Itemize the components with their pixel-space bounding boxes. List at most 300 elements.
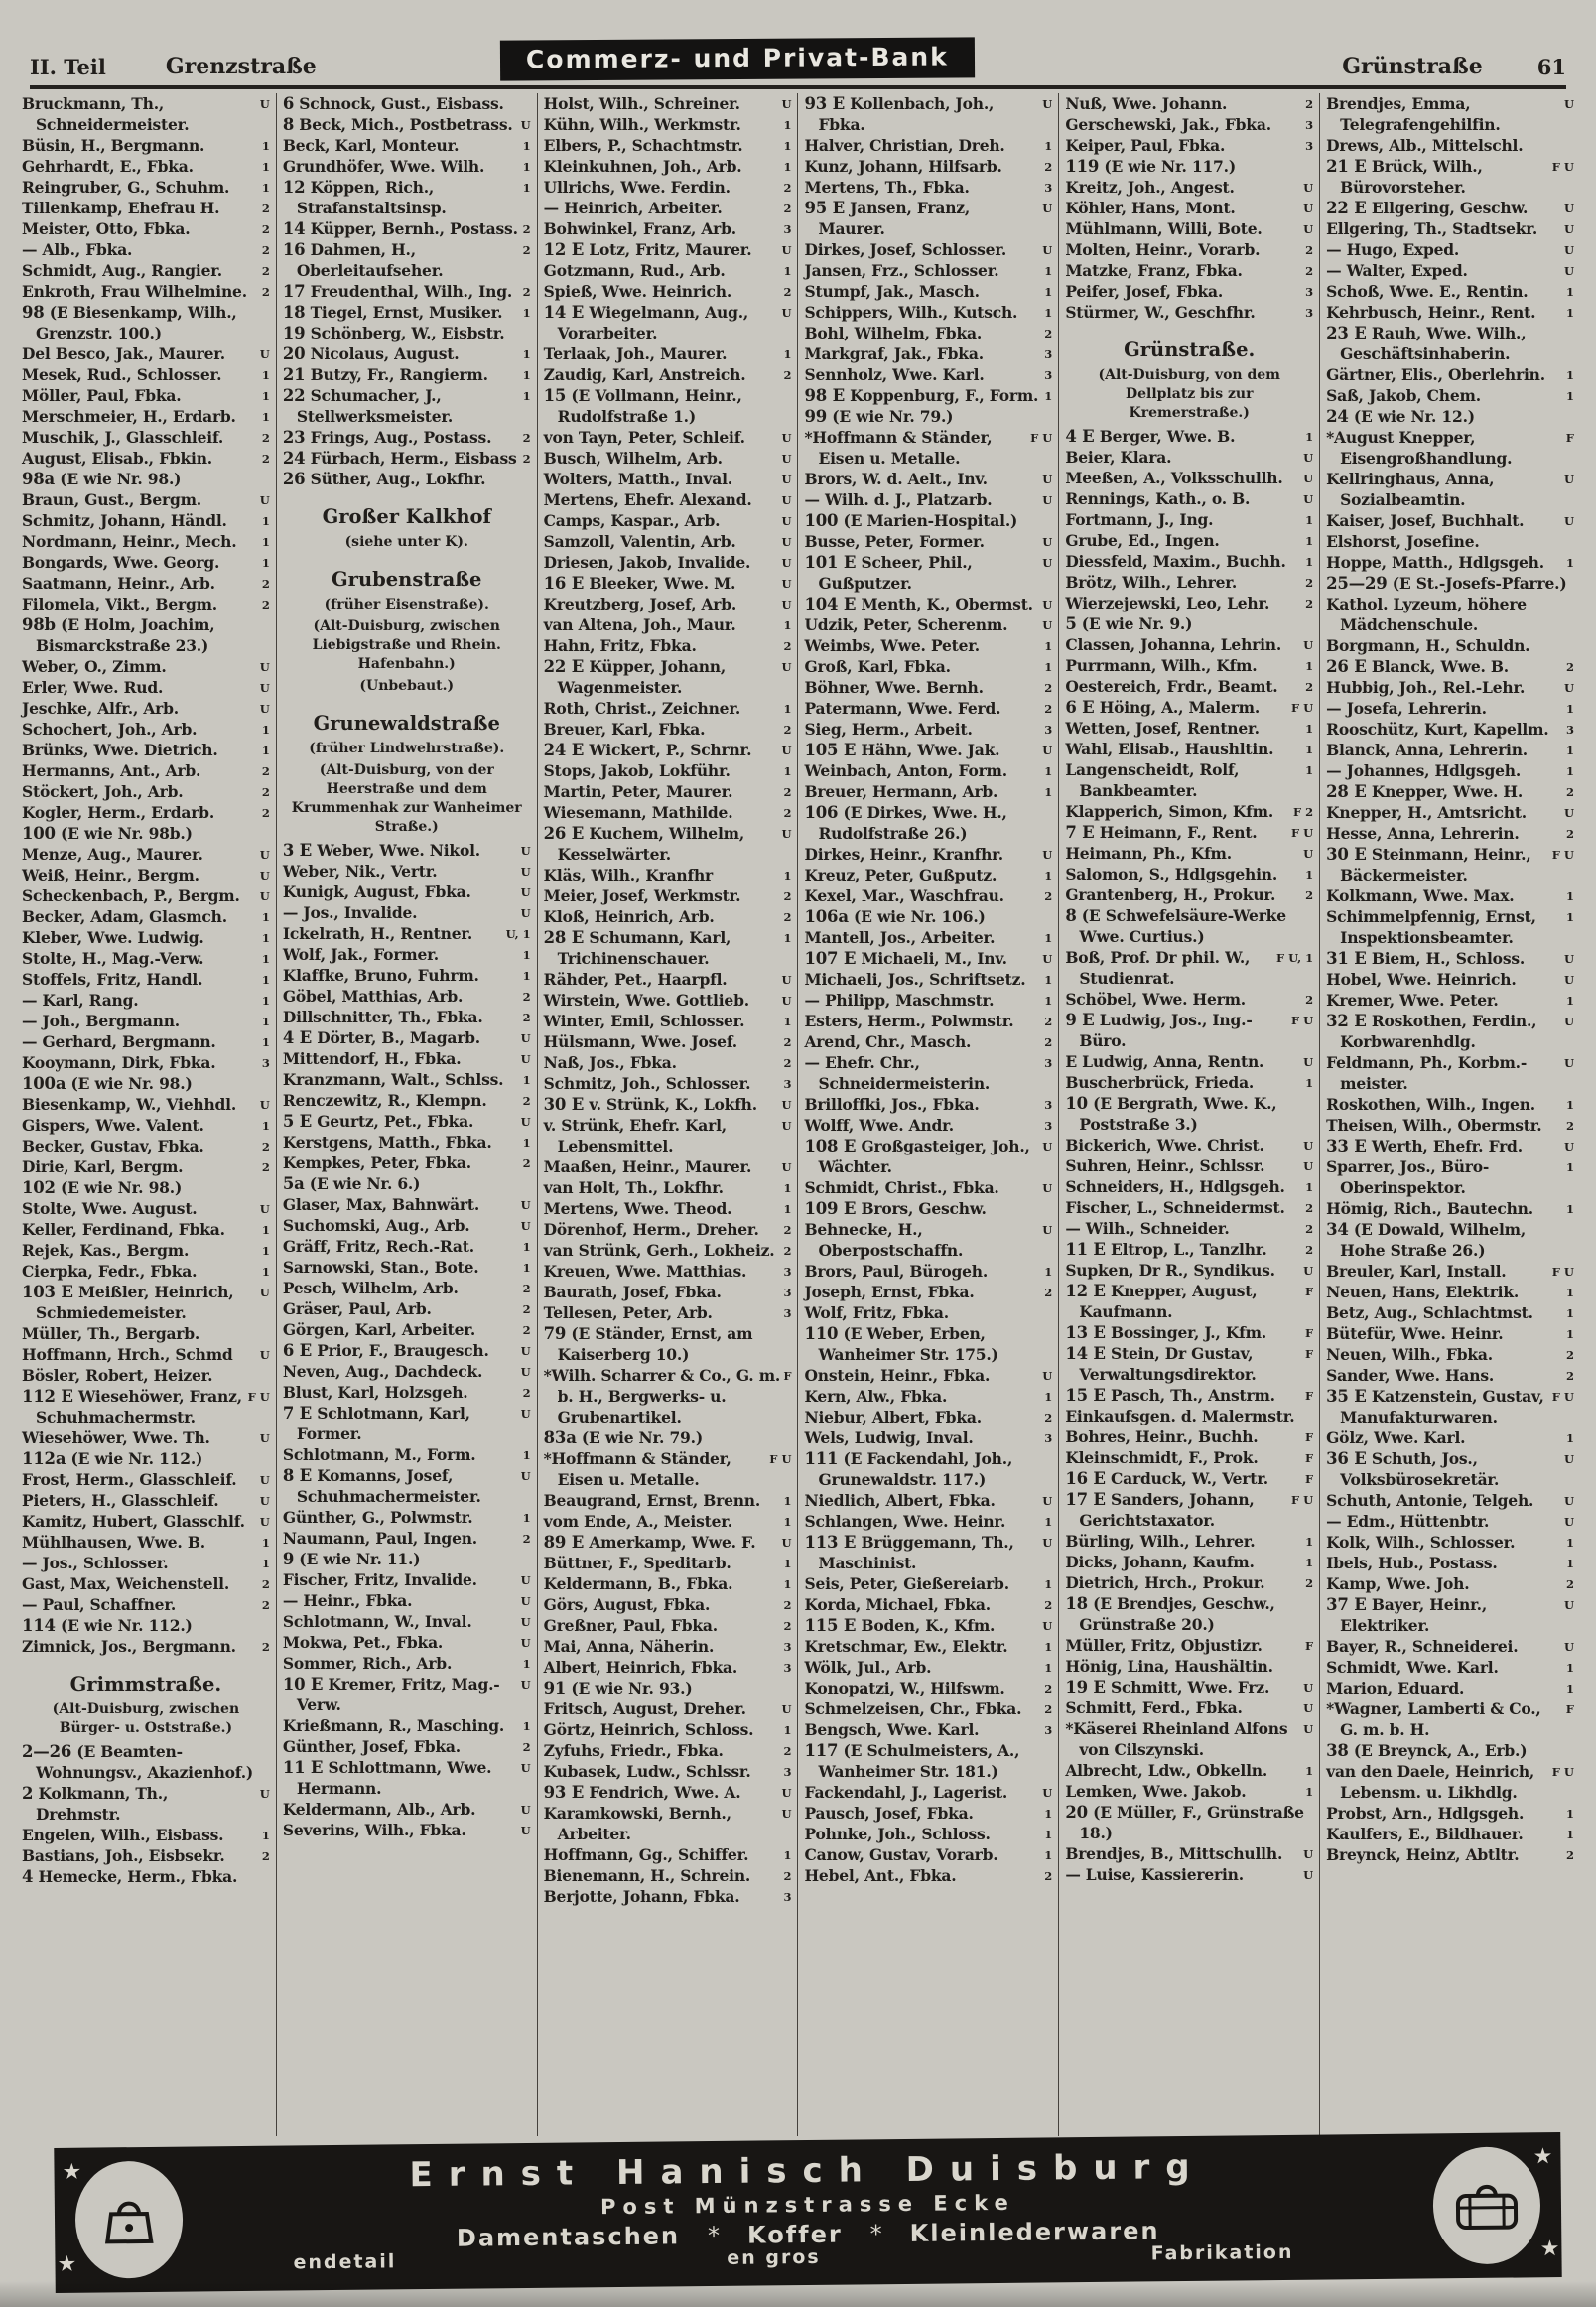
entry-text: Wiesemann, Mathilde. <box>543 803 733 822</box>
directory-entry <box>283 1173 531 1194</box>
directory-entry <box>1326 656 1574 677</box>
directory-entry <box>1065 572 1313 593</box>
floor-marker: 2 <box>522 1156 531 1170</box>
entry-text: Kaulfers, E., Bildhauer. <box>1326 1825 1524 1843</box>
directory-entry <box>1326 198 1574 218</box>
directory-entry <box>804 1261 1052 1282</box>
directory-column <box>277 93 538 2136</box>
entry-text: *Hoffmann & Ständer, Eisen u. Metalle. <box>804 428 993 468</box>
entry-text: Bohl, Wilhelm, Fbka. <box>804 324 983 342</box>
entry-text: Elbers, P., Schachtmstr. <box>543 136 743 155</box>
floor-marker: 3 <box>783 1661 792 1675</box>
directory-entry <box>544 1156 792 1177</box>
directory-entry <box>804 1407 1052 1427</box>
entry-text: Breuer, Hermann, Arb. <box>804 782 998 801</box>
floor-marker: 3 <box>1044 1723 1053 1737</box>
directory-entry <box>283 1090 531 1111</box>
entry-text: 32 E Roskothen, Ferdin., Korbwarenhdlg. <box>1326 1012 1537 1051</box>
directory-entry <box>804 1865 1052 1886</box>
floor-marker: 1 <box>1565 1286 1574 1299</box>
entry-text: Mertens, Th., Fbka. <box>804 178 970 197</box>
directory-entry <box>804 469 1052 489</box>
directory-entry <box>1065 1447 1313 1468</box>
directory-entry <box>544 1282 792 1302</box>
floor-marker: 1 <box>261 1244 270 1258</box>
directory-entry <box>1065 135 1313 156</box>
directory-entry <box>22 719 270 740</box>
floor-marker: 2 <box>261 431 270 445</box>
directory-entry <box>804 865 1052 885</box>
entry-text: Keldermann, B., Fbka. <box>543 1574 733 1593</box>
entry-text: Maaßen, Heinr., Maurer. <box>543 1157 752 1176</box>
floor-marker: 1 <box>1565 1828 1574 1841</box>
directory-entry <box>804 239 1052 260</box>
entry-text: Holst, Wilh., Schreiner. <box>543 94 740 113</box>
floor-marker: 3 <box>1044 368 1053 382</box>
entry-text: Cierpka, Fedr., Fbka. <box>22 1262 198 1281</box>
directory-entry <box>544 740 792 760</box>
floor-marker: F U <box>1290 1014 1314 1027</box>
directory-entry <box>804 1052 1052 1094</box>
floor-marker: F <box>1304 1430 1314 1444</box>
entry-text: — Karl, Rang. <box>22 991 139 1010</box>
entry-text: — Hugo, Exped. <box>1326 240 1460 259</box>
floor-marker: 1 <box>1565 1160 1574 1174</box>
entry-text: — Jos., Schlosser. <box>22 1554 169 1572</box>
floor-marker: U <box>1042 202 1053 215</box>
entry-text: Gast, Max, Weichenstell. <box>22 1574 230 1593</box>
floor-marker: 1 <box>1565 1306 1574 1320</box>
entry-text: Filomela, Vikt., Bergm. <box>22 595 217 613</box>
directory-entry <box>283 1820 531 1840</box>
floor-marker: 2 <box>783 785 792 799</box>
floor-marker: U <box>1042 1786 1053 1800</box>
entry-text: Sparrer, Jos., Büro-Oberinspektor. <box>1326 1157 1490 1197</box>
floor-marker: U <box>520 1573 531 1587</box>
floor-marker: U <box>1303 472 1314 485</box>
floor-marker: U <box>259 1494 270 1508</box>
floor-marker: 1 <box>261 994 270 1008</box>
floor-marker: 2 <box>261 1577 270 1591</box>
floor-marker: U <box>259 681 270 695</box>
entry-text: 4 Hemecke, Herm., Fbka. <box>22 1867 238 1886</box>
floor-marker: 1 <box>261 1119 270 1133</box>
floor-marker: U <box>520 1678 531 1692</box>
floor-marker: 1 <box>1565 702 1574 716</box>
floor-marker: U <box>781 660 792 674</box>
entry-text: Langenscheidt, Rolf, Bankbeamter. <box>1065 760 1240 800</box>
floor-marker: 1 <box>1044 639 1053 653</box>
directory-entry <box>544 1511 792 1532</box>
entry-text: Stolte, Wwe. August. <box>22 1199 198 1218</box>
floor-marker: F U, 1 <box>1275 951 1314 965</box>
directory-entry <box>1326 885 1574 906</box>
floor-marker: 2 <box>522 1302 531 1316</box>
street-subheading: (früher Eisenstraße). <box>324 597 489 612</box>
floor-marker: 2 <box>261 285 270 299</box>
entry-text: Schmidt, Christ., Fbka. <box>804 1178 999 1197</box>
street-heading: Grimmstraße. <box>69 1673 222 1696</box>
directory-entry <box>804 1386 1052 1407</box>
directory-entry <box>544 865 792 885</box>
entry-text: 24 Fürbach, Herm., Eisbass <box>282 449 517 468</box>
floor-marker: 1 <box>1565 1098 1574 1112</box>
entry-text: 8 Beck, Mich., Postbetrass. <box>282 115 513 134</box>
directory-entry <box>804 281 1052 302</box>
directory-entry <box>544 281 792 302</box>
directory-entry <box>804 677 1052 698</box>
entry-text: 12 Köppen, Rich., Strafanstaltsinsp. <box>282 178 447 217</box>
directory-entry <box>283 1674 531 1715</box>
floor-marker: U <box>1042 97 1053 111</box>
entry-text: Kreuen, Wwe. Matthias. <box>543 1262 747 1281</box>
entry-text: Biesenkamp, W., Viehhdl. <box>22 1095 237 1114</box>
floor-marker: 1 <box>783 1515 792 1529</box>
floor-marker: 3 <box>783 1265 792 1279</box>
directory-entry <box>1326 218 1574 239</box>
entry-text: Groß, Karl, Fbka. <box>804 657 951 676</box>
directory-entry <box>804 177 1052 198</box>
entry-text: 7 E Schlotmann, Karl, Former. <box>282 1404 470 1443</box>
directory-entry <box>283 239 531 281</box>
directory-entry <box>1065 1343 1313 1385</box>
entry-text: 16 E Carduck, W., Vertr. <box>1065 1469 1268 1488</box>
floor-marker: 2 <box>783 1035 792 1049</box>
entry-text: Patermann, Wwe. Ferd. <box>804 699 1001 718</box>
directory-entry <box>544 1615 792 1636</box>
floor-marker: U <box>1563 1598 1574 1612</box>
entry-text: Schmidt, Aug., Rangier. <box>22 261 222 280</box>
entry-text: 21 Butzy, Fr., Rangierm. <box>282 365 488 384</box>
entry-text: 2 Kolkmann, Th., Drehmstr. <box>22 1784 169 1824</box>
entry-text: Niebur, Albert, Fbka. <box>804 1408 982 1426</box>
floor-marker: U <box>1303 1264 1314 1278</box>
directory-entry <box>1065 801 1313 822</box>
directory-entry <box>1065 156 1313 177</box>
street-heading: Großer Kalkhof <box>322 505 491 528</box>
directory-entry <box>1065 93 1313 114</box>
entry-text: Engelen, Wilh., Eisbass. <box>22 1826 224 1844</box>
entry-text: 104 E Menth, K., Obermst. <box>804 595 1033 613</box>
floor-marker: 1 <box>522 306 531 320</box>
entry-text: 8 (E Schwefelsäure-Werke Wwe. Curtius.) <box>1065 906 1286 946</box>
entry-text: Gotzmann, Rud., Arb. <box>543 261 726 280</box>
directory-entry <box>804 1782 1052 1803</box>
directory-entry <box>22 1156 270 1177</box>
directory-entry <box>283 218 531 239</box>
floor-marker: 1 <box>1044 1265 1053 1279</box>
floor-marker: 2 <box>1305 243 1314 257</box>
entry-text: Blust, Karl, Holzsgeh. <box>282 1383 468 1402</box>
entry-text: Heimann, Ph., Kfm. <box>1065 844 1232 863</box>
floor-marker: 2 <box>1044 327 1053 340</box>
floor-marker: 2 <box>1044 1702 1053 1716</box>
floor-marker: 1 <box>522 969 531 983</box>
directory-entry <box>804 156 1052 177</box>
entry-text: Weber, Nik., Vertr. <box>282 862 438 881</box>
directory-entry <box>22 1031 270 1052</box>
entry-text: Behnecke, H., Oberpostschaffn. <box>804 1220 964 1260</box>
entry-text: Terlaak, Joh., Maurer. <box>543 344 728 363</box>
entry-text: 24 (E wie Nr. 12.) <box>1326 407 1475 426</box>
directory-entry <box>22 1136 270 1156</box>
floor-marker: 1 <box>783 1557 792 1570</box>
entry-text: 11 E Schlottmann, Wwe. Hermann. <box>282 1758 492 1798</box>
directory-entry <box>1326 1761 1574 1803</box>
directory-entry <box>1326 719 1574 740</box>
entry-text: 28 E Schumann, Karl, Trichinenschauer. <box>543 928 732 968</box>
entry-text: Udzik, Peter, Scherenm. <box>804 615 1008 634</box>
floor-marker: 3 <box>1305 306 1314 320</box>
directory-entry <box>283 1799 531 1820</box>
directory-entry <box>283 1007 531 1027</box>
entry-text: Niedlich, Albert, Fbka. <box>804 1491 996 1510</box>
floor-marker: 2 <box>1565 1848 1574 1862</box>
entry-text: Ibels, Hub., Postass. <box>1326 1554 1498 1572</box>
entry-text: 112a (E wie Nr. 112.) <box>22 1449 203 1468</box>
directory-entry <box>22 1323 270 1344</box>
entry-text: Baurath, Josef, Fbka. <box>543 1283 722 1301</box>
floor-marker: U <box>1303 181 1314 195</box>
directory-entry <box>22 906 270 927</box>
floor-marker: 3 <box>1565 723 1574 737</box>
directory-entry <box>544 489 792 510</box>
footer-advertisement <box>54 2132 1561 2293</box>
floor-marker: 2 <box>1305 888 1314 902</box>
entry-text: Hahn, Fritz, Fbka. <box>543 636 697 655</box>
entry-text: 114 (E wie Nr. 112.) <box>22 1616 193 1635</box>
directory-entry <box>804 740 1052 760</box>
entry-text: Onstein, Heinr., Fbka. <box>804 1366 991 1385</box>
directory-entry <box>1326 302 1574 323</box>
floor-marker: 2 <box>261 1160 270 1174</box>
floor-marker: U <box>259 848 270 862</box>
directory-entry <box>1065 1572 1313 1593</box>
entry-text: Wölk, Jul., Arb. <box>804 1658 932 1677</box>
entry-text: Büsin, H., Bergmann. <box>22 136 205 155</box>
floor-marker: 2 <box>261 1640 270 1654</box>
directory-entry <box>22 1177 270 1198</box>
directory-entry <box>1065 655 1313 676</box>
entry-text: 100 (E Marien-Hospital.) <box>804 511 1018 530</box>
floor-marker: 1 <box>1044 389 1053 403</box>
street-subheading: (Alt-Duisburg, zwischen Bürger- u. Oststraße.) <box>52 1701 240 1736</box>
directory-entry <box>283 427 531 448</box>
floor-marker: U <box>1042 1369 1053 1383</box>
entry-text: 106a (E wie Nr. 106.) <box>804 907 986 926</box>
directory-entry <box>1065 1072 1313 1093</box>
floor-marker: 1 <box>1565 1536 1574 1550</box>
directory-entry <box>1326 135 1574 156</box>
directory-entry <box>544 1094 792 1115</box>
entry-text: 5a (E wie Nr. 6.) <box>282 1174 421 1193</box>
directory-entry <box>1326 1448 1574 1490</box>
floor-marker: U <box>1042 1494 1053 1508</box>
entry-text: 30 E v. Strünk, K., Lokfh. <box>543 1095 757 1114</box>
directory-entry <box>1326 1803 1574 1824</box>
directory-entry <box>1326 1156 1574 1198</box>
floor-marker: U <box>781 514 792 528</box>
directory-entry <box>544 1719 792 1740</box>
directory-column <box>798 93 1059 2136</box>
floor-marker: 1 <box>1565 389 1574 403</box>
entry-text: Pausch, Josef, Fbka. <box>804 1804 974 1823</box>
ad-sub-label: en gros <box>727 2245 821 2269</box>
entry-text: Schoß, Wwe. E., Rentin. <box>1326 282 1529 301</box>
entry-text: Dörenhof, Herm., Dreher. <box>543 1220 759 1239</box>
directory-entry <box>544 1844 792 1865</box>
floor-marker: 2 <box>1044 1015 1053 1028</box>
floor-marker: F <box>1304 1389 1314 1403</box>
entry-text: 26 E Blanck, Wwe. B. <box>1326 657 1509 676</box>
entry-text: Glaser, Max, Bahnwärt. <box>282 1195 480 1214</box>
entry-text: — Jos., Invalide. <box>282 903 418 922</box>
directory-entry <box>544 531 792 552</box>
directory-entry <box>544 364 792 385</box>
floor-marker: 1 <box>261 910 270 924</box>
directory-entry <box>544 1698 792 1719</box>
entry-text: Wolff, Wwe. Andr. <box>804 1116 954 1135</box>
floor-marker: 1 <box>1565 744 1574 757</box>
entry-text: 14 E Stein, Dr Gustav, Verwaltungsdirektor. <box>1065 1344 1257 1384</box>
directory-entry <box>1326 260 1574 281</box>
floor-marker: U <box>520 1198 531 1212</box>
entry-text: Gehrhardt, E., Fbka. <box>22 157 194 176</box>
floor-marker: F U <box>1551 160 1574 174</box>
floor-marker: 1 <box>783 1723 792 1737</box>
entry-text: 22 E Küpper, Johann, Wagenmeister. <box>543 657 727 697</box>
floor-marker: U <box>781 1807 792 1821</box>
floor-marker: U <box>1303 202 1314 215</box>
directory-entry <box>804 489 1052 510</box>
directory-entry <box>1065 1635 1313 1656</box>
entry-text: Einkaufsgen. d. Malermstr. <box>1065 1407 1295 1425</box>
entry-text: *August Knepper, Eisengroßhandlung. <box>1326 428 1513 468</box>
directory-entry <box>1065 676 1313 697</box>
entry-text: Sommer, Rich., Arb. <box>282 1654 453 1673</box>
entry-text: Müller, Fritz, Objustizr. <box>1065 1636 1263 1655</box>
floor-marker: 3 <box>1044 1056 1053 1070</box>
directory-entry <box>1065 1135 1313 1155</box>
entry-text: 15 E Pasch, Th., Anstrm. <box>1065 1386 1275 1405</box>
directory-entry <box>283 986 531 1007</box>
entry-text: Grube, Ed., Ingen. <box>1065 531 1220 550</box>
directory-entry <box>283 923 531 944</box>
directory-entry <box>1065 488 1313 509</box>
floor-marker: 1 <box>261 410 270 424</box>
entry-text: Salomon, S., Hdlgsgehin. <box>1065 865 1278 883</box>
floor-marker: 1 <box>261 723 270 737</box>
directory-entry <box>1326 969 1574 990</box>
floor-marker: 1 <box>261 535 270 549</box>
entry-text: van den Daele, Heinrich, Lebensm. u. Likhdlg. <box>1326 1762 1535 1802</box>
directory-entry <box>804 427 1052 469</box>
entry-text: 17 Freudenthal, Wilh., Ing. <box>282 282 513 301</box>
directory-entry <box>22 865 270 885</box>
floor-marker: U <box>1303 1159 1314 1173</box>
entry-text: Oestereich, Frdr., Beamt. <box>1065 677 1278 696</box>
directory-entry <box>1065 426 1313 447</box>
directory-entry <box>544 1073 792 1094</box>
entry-text: 33 E Werth, Ehefr. Frd. <box>1326 1137 1523 1155</box>
floor-marker: U <box>1042 243 1053 257</box>
directory-entry <box>283 385 531 427</box>
entry-text: 107 E Michaeli, M., Inv. <box>804 949 1007 968</box>
floor-marker: 2 <box>1305 1201 1314 1215</box>
directory-entry <box>283 1215 531 1236</box>
floor-marker: U <box>1563 264 1574 278</box>
entry-text: Fackendahl, J., Lagerist. <box>804 1783 1008 1802</box>
directory-entry <box>804 1573 1052 1594</box>
directory-entry <box>283 965 531 986</box>
directory-entry <box>544 885 792 906</box>
entry-text: 28 E Knepper, Wwe. H. <box>1326 782 1524 801</box>
directory-entry <box>1326 156 1574 198</box>
directory-entry <box>804 1698 1052 1719</box>
directory-entry <box>1326 1636 1574 1657</box>
floor-marker: 2 <box>522 1282 531 1295</box>
directory-entry <box>1065 1426 1313 1447</box>
directory-entry <box>804 1615 1052 1636</box>
directory-entry <box>1065 1677 1313 1697</box>
entry-text: — Wilh., Schneider. <box>1065 1219 1230 1238</box>
directory-entry <box>22 406 270 427</box>
entry-text: 6 Schnock, Gust., Eisbass. <box>282 94 504 113</box>
entry-text: Camps, Kaspar., Arb. <box>543 511 721 530</box>
entry-text: 20 (E Müller, F., Grünstraße 18.) <box>1065 1803 1304 1842</box>
floor-marker: 1 <box>1565 1807 1574 1821</box>
floor-marker: 1 <box>1044 973 1053 987</box>
floor-marker: U <box>259 1286 270 1299</box>
directory-entry <box>22 573 270 594</box>
entry-text: Roth, Christ., Zeichner. <box>543 699 741 718</box>
directory-entry <box>544 1636 792 1657</box>
directory-entry <box>1065 1176 1313 1197</box>
directory-entry <box>804 927 1052 948</box>
directory-entry <box>1326 1302 1574 1323</box>
directory-entry <box>1065 1843 1313 1864</box>
entry-text: Sarnowski, Stan., Bote. <box>282 1258 479 1277</box>
directory-entry <box>544 1740 792 1761</box>
floor-marker: U <box>781 306 792 320</box>
directory-entry <box>1065 530 1313 551</box>
directory-entry <box>804 719 1052 740</box>
entry-text: Kleinkuhnen, Joh., Arb. <box>543 157 742 176</box>
floor-marker: 3 <box>1305 118 1314 132</box>
entry-text: Keldermann, Alb., Arb. <box>282 1800 476 1819</box>
entry-text: Dietrich, Hrch., Prokur. <box>1065 1573 1265 1592</box>
directory-entry <box>1065 1760 1313 1781</box>
directory-entry <box>22 156 270 177</box>
floor-marker: 3 <box>1044 181 1053 195</box>
directory-entry <box>283 1653 531 1674</box>
entry-text: Gölz, Wwe. Karl. <box>1326 1428 1466 1447</box>
directory-entry <box>283 1403 531 1444</box>
floor-marker: U, 1 <box>505 927 531 941</box>
floor-marker: 1 <box>261 1557 270 1570</box>
floor-marker: U <box>520 1615 531 1629</box>
directory-entry <box>544 1886 792 1907</box>
floor-marker: U <box>259 347 270 361</box>
floor-marker: 3 <box>783 1286 792 1299</box>
entry-text: 79 (E Ständer, Ernst, am Kaiserberg 10.) <box>543 1324 753 1364</box>
entry-text: Stolte, H., Mag.-Verw. <box>22 949 204 968</box>
floor-marker: U <box>781 577 792 591</box>
floor-marker: U <box>1303 1868 1314 1882</box>
floor-marker: F U <box>1551 848 1574 862</box>
entry-text: 110 (E Weber, Erben, Wanheimer Str. 175.) <box>804 1324 998 1364</box>
directory-entry <box>1326 281 1574 302</box>
